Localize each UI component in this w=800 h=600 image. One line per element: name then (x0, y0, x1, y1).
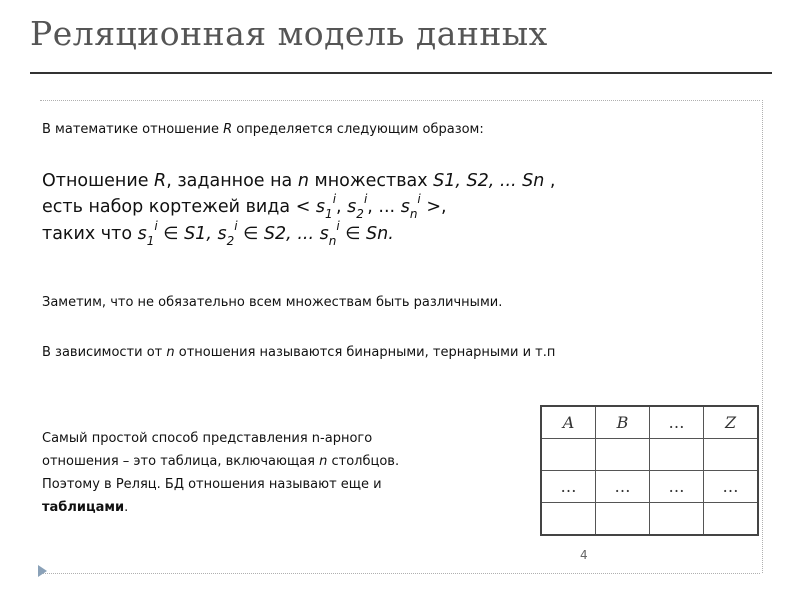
definition-line-2 (42, 194, 556, 221)
membership: ∈ S1, (157, 224, 218, 244)
subscript: 2 (356, 207, 364, 221)
subscript: 1 (146, 234, 155, 248)
content-top-border (40, 100, 760, 101)
def-var-r: R (154, 171, 167, 191)
note2-before: В зависимости от (42, 345, 167, 360)
para-line: Самый простой способ представления n-арного (42, 431, 373, 446)
table-header-row (541, 406, 758, 439)
table-cell (650, 503, 704, 536)
table-explanation (42, 427, 399, 519)
table-cell (596, 439, 650, 471)
subscript: 2 (226, 234, 235, 248)
slide-title: Реляционная модель данных (30, 14, 548, 53)
comma: , (367, 197, 379, 217)
symbol-s: s (347, 197, 357, 217)
table-cell (704, 503, 759, 536)
table-cell: … (541, 471, 596, 503)
intro-after: определяется следующим образом: (232, 122, 484, 137)
superscript: i (332, 192, 337, 206)
definition-line-3 (42, 221, 556, 248)
table-cell (704, 439, 759, 471)
para-line: Поэтому в Реляц. БД отношения называют еще и (42, 477, 382, 492)
def-sets: S1, S2, ... Sn (433, 171, 545, 191)
para-line (42, 450, 399, 473)
relation-table (540, 405, 759, 536)
table-cell: … (650, 471, 704, 503)
ellipsis: ... (297, 224, 320, 244)
para-line (42, 496, 399, 519)
note-arity (42, 345, 555, 360)
tuple-close: >, (420, 197, 447, 217)
play-arrow-icon (38, 565, 47, 577)
table-row (541, 439, 758, 471)
para-text: . (124, 500, 129, 515)
header-cell: Z (704, 406, 759, 439)
content-bottom-border (40, 573, 760, 574)
subscript: n (409, 207, 418, 221)
note2-var: n (166, 345, 175, 360)
intro-before: В математике отношение (42, 122, 224, 137)
symbol-s: s (137, 224, 147, 244)
symbol-s: s (319, 224, 329, 244)
para-text: отношения – это таблица, включающая (42, 454, 320, 469)
table-row (541, 503, 758, 536)
para-text: столбцов. (327, 454, 400, 469)
para-bold-word: таблицами (42, 500, 125, 515)
symbol-s: s (217, 224, 227, 244)
def-var-n: n (297, 171, 309, 191)
tuple-open: < (295, 197, 316, 217)
symbol-s: s (315, 197, 326, 217)
intro-text (42, 122, 484, 137)
table-cell: … (596, 471, 650, 503)
page-number: 4 (580, 548, 588, 562)
header-cell: B (596, 406, 650, 439)
def-text: , (544, 171, 556, 191)
note-sets-distinct: Заметим, что не обязательно всем множествам быть различными. (42, 295, 503, 310)
ellipsis: ... (378, 197, 401, 217)
superscript: i (363, 192, 368, 206)
def-text: Отношение (42, 171, 155, 191)
subscript: n (328, 234, 337, 248)
header-cell: … (650, 406, 704, 439)
table-cell (650, 439, 704, 471)
def-text: таких что (42, 224, 138, 244)
title-divider (30, 72, 772, 74)
table-row (541, 471, 758, 503)
superscript: i (336, 219, 340, 233)
def-text: множествах (308, 171, 434, 191)
table-cell: … (704, 471, 759, 503)
symbol-s: s (400, 197, 410, 217)
membership: ∈ Sn. (339, 224, 394, 244)
relation-definition (42, 168, 556, 248)
membership: ∈ S2, (237, 224, 298, 244)
table-cell (596, 503, 650, 536)
comma: , (336, 197, 348, 217)
superscript: i (417, 192, 421, 206)
content-right-border (762, 100, 763, 573)
def-text: , заданное на (166, 171, 298, 191)
superscript: i (154, 219, 158, 233)
subscript: 1 (325, 207, 333, 221)
table-cell (541, 439, 596, 471)
header-cell: A (541, 406, 596, 439)
intro-var: R (223, 122, 233, 137)
note2-after: отношения называются бинарными, тернарными и т.п (174, 345, 556, 360)
definition-line-1 (42, 168, 556, 194)
def-text: есть набор кортежей вида (42, 197, 296, 217)
table-cell (541, 503, 596, 536)
superscript: i (234, 219, 238, 233)
para-var-n: n (319, 454, 328, 469)
